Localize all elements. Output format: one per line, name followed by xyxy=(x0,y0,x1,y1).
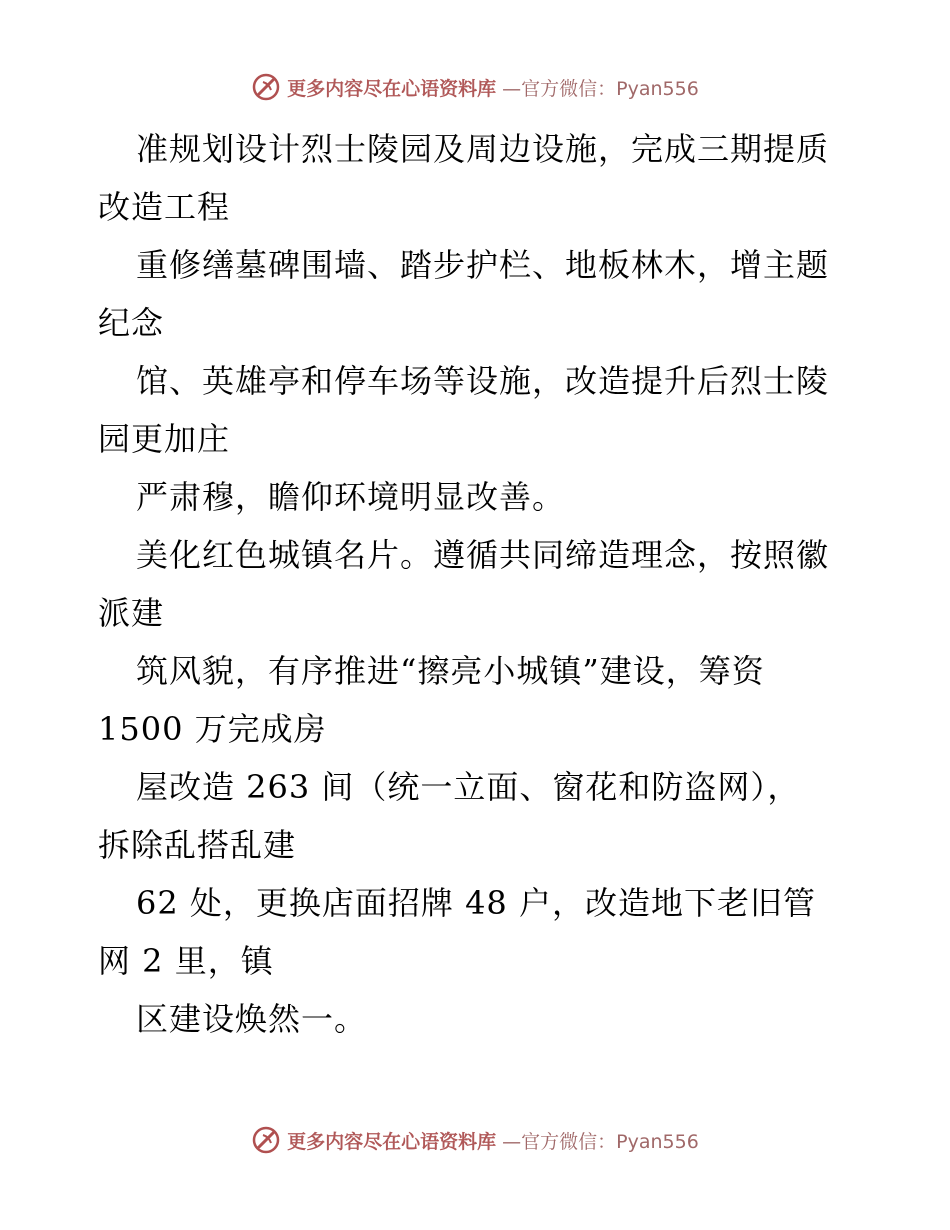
document-body xyxy=(98,120,858,1048)
watermark-main-text: 更多内容尽在心语资料库 xyxy=(287,1130,497,1153)
text-line: 重修缮墓碑围墙、踏步护栏、地板林木，增主题 xyxy=(136,246,830,284)
text-line: 1500 万完成房 xyxy=(98,710,327,748)
text-line: 屋改造 263 间（统一立面、窗花和防盗网）， xyxy=(136,768,801,806)
text-line: 拆除乱搭乱建 xyxy=(98,826,297,864)
text-line: 馆、英雄亭和停车场等设施，改造提升后烈士陵 xyxy=(136,362,830,400)
text-line: 网 2 里，镇 xyxy=(98,942,274,980)
text-line: 筑风貌，有序推进“擦亮小城镇”建设，筹资 xyxy=(136,652,765,690)
text-line: 区建设焕然一。 xyxy=(136,1000,368,1038)
text-line: 园更加庄 xyxy=(98,420,231,458)
text-line: 准规划设计烈士陵园及周边设施，完成三期提质 xyxy=(136,130,830,168)
logo-icon xyxy=(251,1125,281,1155)
watermark-sub-text: —官方微信：Pyan556 xyxy=(502,1130,699,1153)
text-line: 改造工程 xyxy=(98,188,231,226)
watermark-sub-text: —官方微信：Pyan556 xyxy=(502,77,699,100)
text-line: 严肃穆，瞻仰环境明显改善。 xyxy=(136,478,566,516)
header-watermark xyxy=(0,72,950,102)
text-line: 美化红色城镇名片。遵循共同缔造理念，按照徽 xyxy=(136,536,830,574)
text-line: 62 处，更换店面招牌 48 户，改造地下老旧管 xyxy=(136,884,816,922)
footer-watermark xyxy=(0,1125,950,1155)
text-line: 派建 xyxy=(98,594,165,632)
watermark-main-text: 更多内容尽在心语资料库 xyxy=(287,77,497,100)
logo-icon xyxy=(251,72,281,102)
text-line: 纪念 xyxy=(98,304,165,342)
